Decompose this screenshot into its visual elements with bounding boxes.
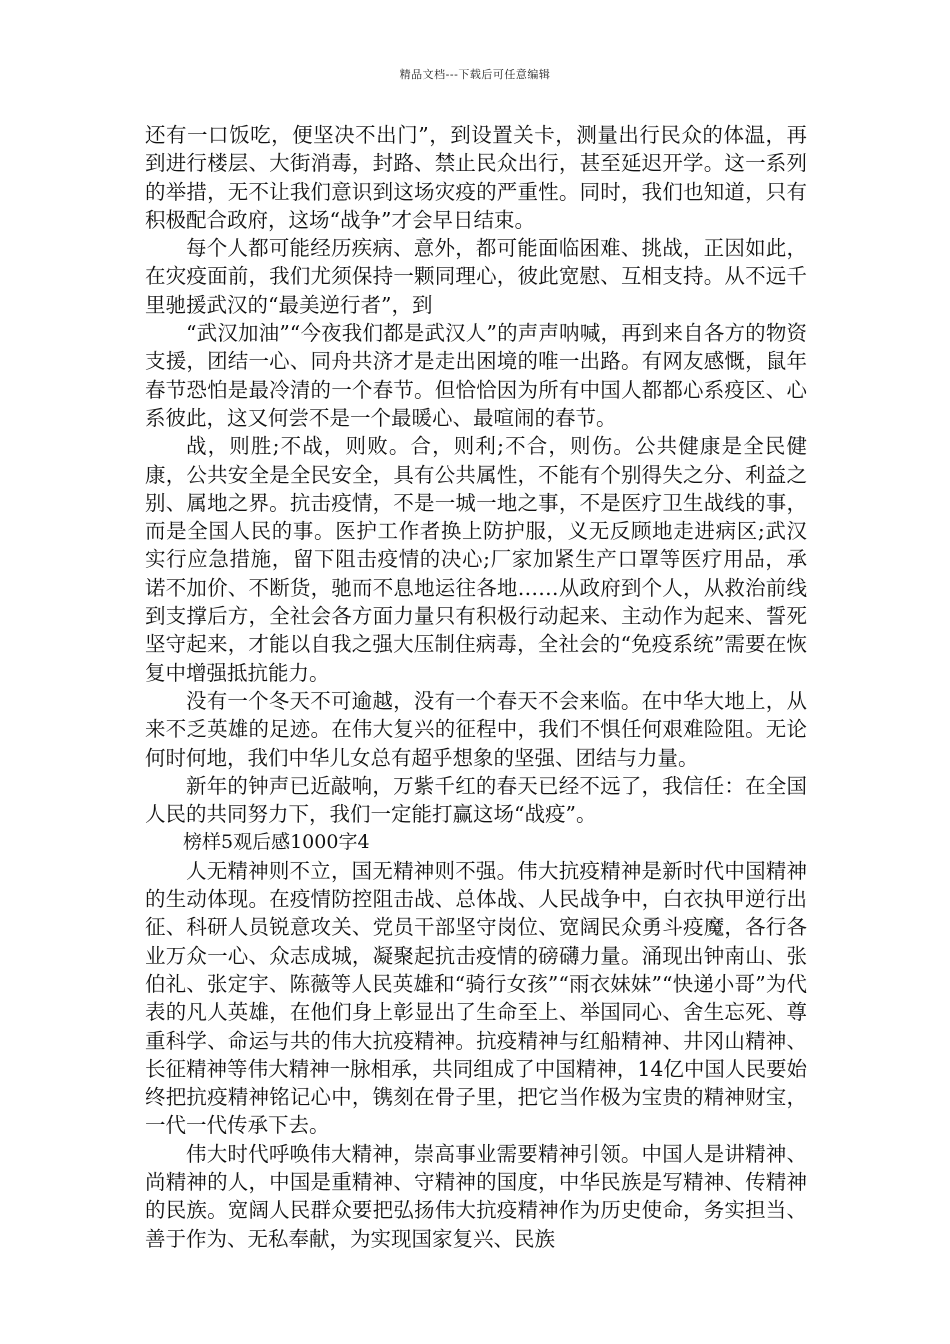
paragraph: 人无精神则不立，国无精神则不强。伟大抗疫精神是新时代中国精神的生动体现。在疫情防控阻击战、总体战、人民战争中，白衣执甲逆行出征、科研人员锐意攻关、党员干部坚守岗位、宽阔民众勇斗疫魔，各行各业万众一心、众志成城，凝聚起抗击疫情的磅礴力量。涌现出钟南山、张伯礼、张定宇、陈薇等人民英雄和“骑行女孩”“雨衣妹妹”“快递小哥”为代表的凡人英雄，在他们身上彰显出了生命至上、举国同心、舍生忘死、尊重科学、命运与共的伟大抗疫精神。抗疫精神与红船精神、井冈山精神、长征精神等伟大精神一脉相承，共同组成了中国精神，14亿中国人民要始终把抗疫精神铭记心中，镌刻在骨子里，把它当作极为宝贵的精神财宝，一代一代传承下去。 [145,858,807,1138]
paragraph: “武汉加油”“今夜我们都是武汉人”的声声呐喊，再到来自各方的物资支援，团结一心、同舟共济才是走出困境的唯一出路。有网友感慨，鼠年春节恐怕是最冷清的一个春节。但恰恰因为所有中国人都都心系疫区、心系彼此，这又何尝不是一个最暖心、最喧闹的春节。 [145,321,807,430]
paragraph: 伟大时代呼唤伟大精神，崇高事业需要精神引领。中国人是讲精神、尚精神的人，中国是重精神、守精神的国度，中华民族是写精神、传精神的民族。宽阔人民群众要把弘扬伟大抗疫精神作为历史使命，务实担当、善于作为、无私奉献，为实现国家复兴、民族 [145,1141,807,1251]
section-heading: 榜样5观后感1000字4 [183,831,370,854]
document-body [145,121,807,1253]
paragraph: 战，则胜;不战，则败。合，则利;不合，则伤。公共健康是全民健康，公共安全是全民安全，具有公共属性，不能有个别得失之分、利益之别、属地之界。抗击疫情，不是一城一地之事，不是医疗卫生战线的事，而是全国人民的事。医护工作者换上防护服，义无反顾地走进病区;武汉实行应急措施，留下阻击疫情的决心;厂家加紧生产口罩等医疗用品，承诺不加价、不断货，驰而不息地运往各地……从政府到个人，从救治前线到支撑后方，全社会各方面力量只有积极行动起来、主动作为起来、誓死坚守起来，才能以自我之强大压制住病毒，全社会的“免疫系统”需要在恢复中增强抵抗能力。 [145,434,807,685]
page-header: 精品文档---下载后可任意编辑 [399,68,551,81]
paragraph: 还有一口饭吃，便坚决不出门”，到设置关卡，测量出行民众的体温，再到进行楼层、大街消毒，封路、禁止民众出行，甚至延迟开学。这一系列的举措，无不让我们意识到这场灾疫的严重性。同时，我们也知道，只有积极配合政府，这场“战争”才会早日结束。 [145,123,807,232]
paragraph: 每个人都可能经历疾病、意外，都可能面临困难、挑战，正因如此，在灾疫面前，我们尤须保持一颗同理心，彼此宽慰、互相支持。从不远千里驰援武汉的“最美逆行者”，到 [145,236,807,317]
paragraph: 新年的钟声已近敲响，万紫千红的春天已经不远了，我信任：在全国人民的共同努力下，我们一定能打赢这场“战疫”。 [145,773,807,827]
paragraph: 没有一个冬天不可逾越，没有一个春天不会来临。在中华大地上，从来不乏英雄的足迹。在伟大复兴的征程中，我们不惧任何艰难险阻。无论何时何地，我们中华儿女总有超乎想象的坚强、团结与力量。 [145,688,807,770]
